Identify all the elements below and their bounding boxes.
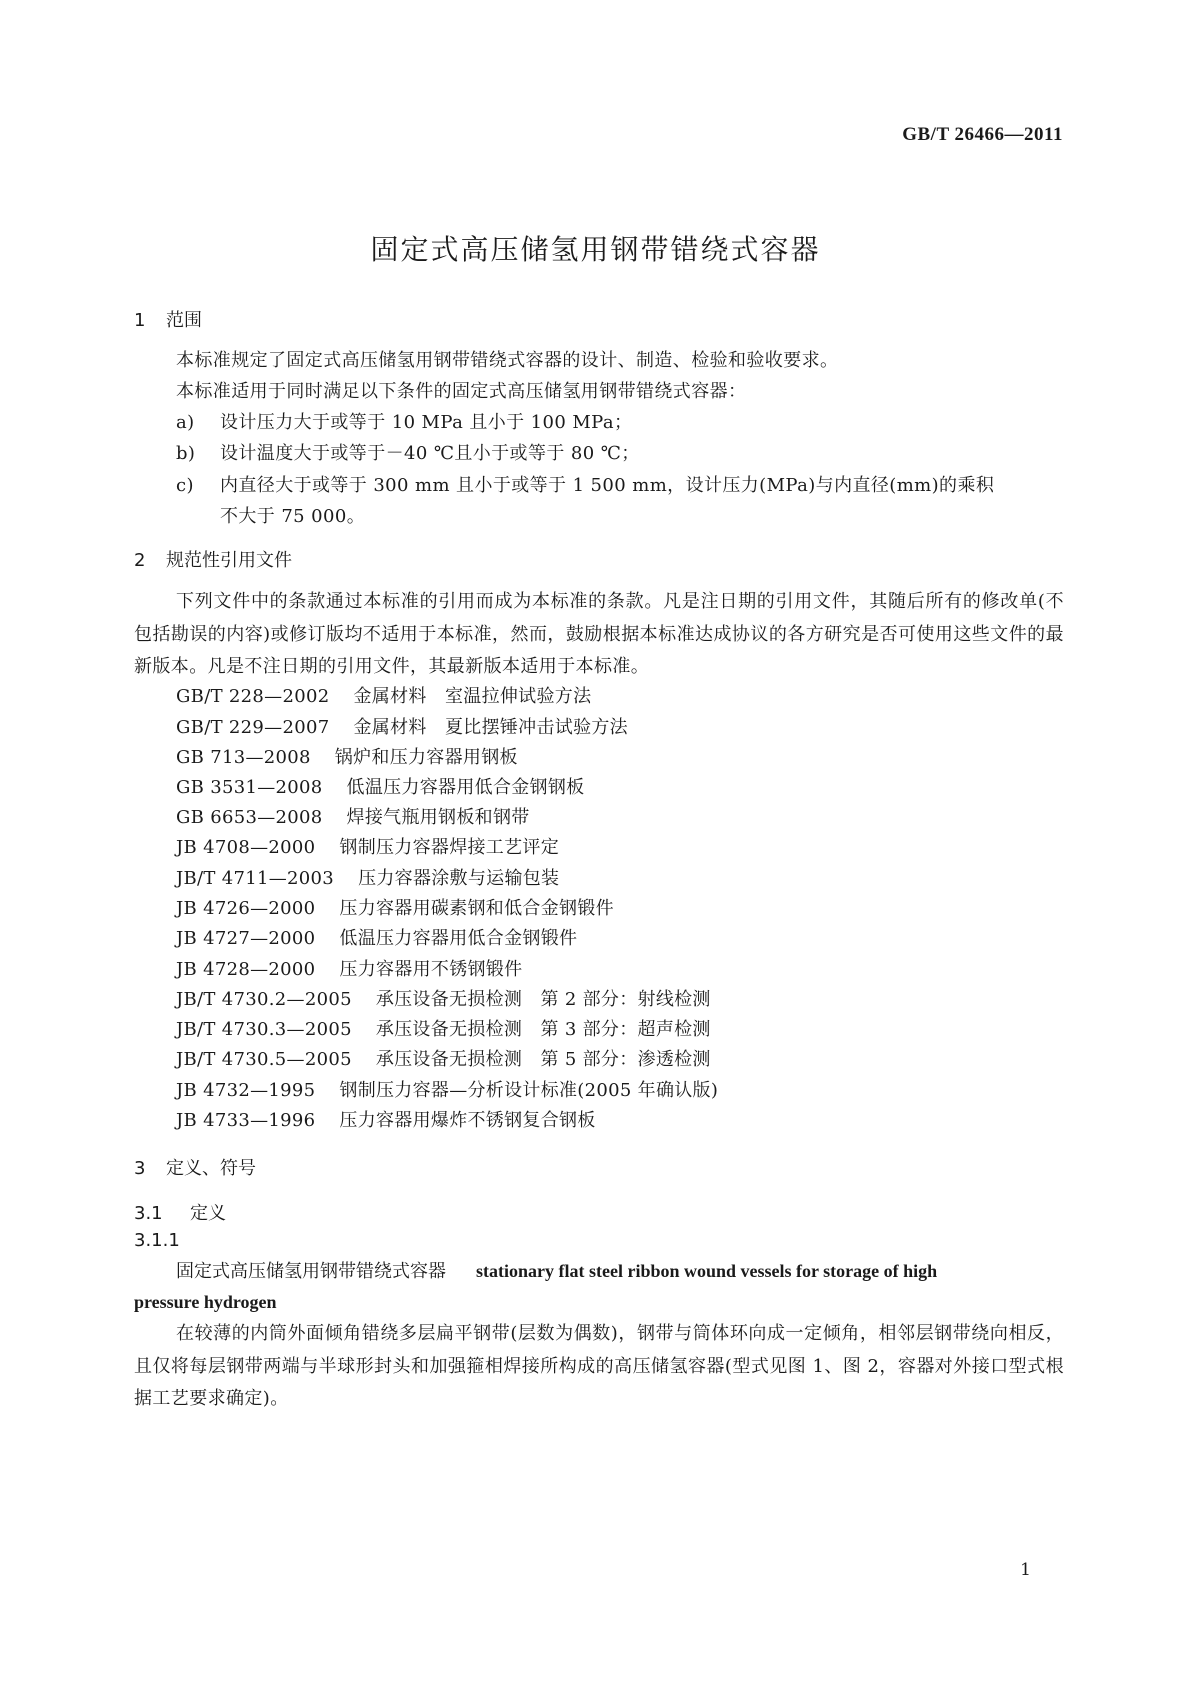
reference-code: JB 4708—2000 bbox=[176, 837, 316, 858]
reference-item bbox=[176, 924, 577, 950]
reference-item bbox=[176, 1045, 711, 1071]
reference-item bbox=[176, 1106, 596, 1132]
reference-item bbox=[176, 803, 530, 829]
reference-item bbox=[176, 985, 711, 1011]
reference-code: JB 4732—1995 bbox=[176, 1080, 316, 1101]
reference-title: 承压设备无损检测 第 2 部分：射线检测 bbox=[375, 989, 711, 1010]
reference-title: 低温压力容器用低合金钢锻件 bbox=[339, 928, 578, 949]
section-number: 3 bbox=[134, 1158, 146, 1179]
reference-title: 承压设备无损检测 第 3 部分：超声检测 bbox=[375, 1019, 711, 1040]
document-title: 固定式高压储氢用钢带错绕式容器 bbox=[370, 233, 821, 266]
section-title: 规范性引用文件 bbox=[166, 550, 292, 571]
item-text: 内直径大于或等于 300 mm 且小于或等于 1 500 mm，设计压力(MPa)与内直径(mm)的乘积 bbox=[220, 475, 995, 496]
reference-title: 低温压力容器用低合金钢钢板 bbox=[346, 777, 585, 798]
subsection-title: 定义 bbox=[190, 1203, 226, 1224]
term-definition: 在较薄的内筒外面倾角错绕多层扁平钢带(层数为偶数)，钢带与筒体环向成一定倾角，相邻层钢带绕向相反，且仅将每层钢带两端与半球形封头和加强箍相焊接所构成的高压储氢容器(型式见图 1、图 2，容器对外接口型式根据工艺要求确定)。 bbox=[134, 1323, 1064, 1409]
page-number: 1 bbox=[1020, 1560, 1031, 1580]
scope-item-c bbox=[176, 471, 994, 497]
section-number: 2 bbox=[134, 550, 146, 571]
standard-code: GB/T 26466—2011 bbox=[902, 124, 1063, 145]
subsection-number: 3.1 bbox=[134, 1203, 163, 1224]
reference-item bbox=[176, 773, 584, 799]
section-3-heading bbox=[134, 1154, 256, 1180]
item-label: a) bbox=[176, 412, 195, 433]
reference-title: 钢制压力容器焊接工艺评定 bbox=[339, 837, 559, 858]
scope-item-a bbox=[176, 408, 632, 434]
reference-title: 金属材料 夏比摆锤冲击试验方法 bbox=[353, 717, 628, 738]
section-2-heading bbox=[134, 546, 292, 572]
reference-title: 焊接气瓶用钢板和钢带 bbox=[346, 807, 530, 828]
reference-code: GB/T 228—2002 bbox=[176, 686, 330, 707]
term-chinese: 固定式高压储氢用钢带错绕式容器 bbox=[176, 1261, 446, 1282]
reference-code: JB/T 4730.2—2005 bbox=[176, 989, 352, 1010]
reference-code: GB 713—2008 bbox=[176, 747, 311, 768]
term-english-continued: pressure hydrogen bbox=[134, 1292, 277, 1312]
reference-code: JB 4728—2000 bbox=[176, 959, 316, 980]
item-text: 设计温度大于或等于－40 ℃且小于或等于 80 ℃； bbox=[220, 443, 640, 464]
reference-code: JB/T 4730.5—2005 bbox=[176, 1049, 352, 1070]
reference-title: 锅炉和压力容器用钢板 bbox=[334, 747, 518, 768]
section-1-heading bbox=[134, 306, 202, 332]
normative-intro-paragraph: 下列文件中的条款通过本标准的引用而成为本标准的条款。凡是注日期的引用文件，其随后所有的修改单(不包括勘误的内容)或修订版均不适用于本标准，然而，鼓励根据本标准达成协议的各方研究是否可使用这些文件的最新版本。凡是不注日期的引用文件，其最新版本适用于本标准。 bbox=[134, 591, 1064, 677]
reference-item bbox=[176, 1076, 718, 1102]
reference-title: 承压设备无损检测 第 5 部分：渗透检测 bbox=[375, 1049, 711, 1070]
item-label: b) bbox=[176, 443, 196, 464]
scope-item-c-continued: 不大于 75 000。 bbox=[220, 506, 366, 527]
reference-item bbox=[176, 713, 628, 739]
reference-title: 压力容器用爆炸不锈钢复合钢板 bbox=[339, 1110, 596, 1131]
reference-item bbox=[176, 864, 559, 890]
section-title: 范围 bbox=[166, 310, 202, 331]
reference-title: 压力容器用不锈钢锻件 bbox=[339, 959, 523, 980]
reference-code: JB/T 4711—2003 bbox=[176, 868, 335, 889]
term-entry bbox=[176, 1255, 1064, 1288]
reference-title: 钢制压力容器—分析设计标准(2005 年确认版) bbox=[339, 1080, 719, 1101]
item-text: 设计压力大于或等于 10 MPa 且小于 100 MPa； bbox=[220, 412, 633, 433]
term-english: stationary flat steel ribbon wound vessels for storage of high bbox=[476, 1261, 938, 1281]
scope-para-2: 本标准适用于同时满足以下条件的固定式高压储氢用钢带错绕式容器： bbox=[176, 381, 747, 402]
reference-code: JB/T 4730.3—2005 bbox=[176, 1019, 352, 1040]
term-number: 3.1.1 bbox=[134, 1230, 180, 1251]
reference-item bbox=[176, 743, 518, 769]
section-number: 1 bbox=[134, 310, 146, 331]
scope-para-1: 本标准规定了固定式高压储氢用钢带错绕式容器的设计、制造、检验和验收要求。 bbox=[176, 350, 839, 371]
section-title: 定义、符号 bbox=[166, 1158, 256, 1179]
reference-item bbox=[176, 1015, 711, 1041]
reference-code: JB 4726—2000 bbox=[176, 898, 316, 919]
scope-item-b bbox=[176, 439, 640, 465]
reference-code: JB 4733—1996 bbox=[176, 1110, 316, 1131]
reference-title: 压力容器用碳素钢和低合金钢锻件 bbox=[339, 898, 614, 919]
reference-item bbox=[176, 682, 591, 708]
subsection-3-1-heading bbox=[134, 1199, 226, 1225]
reference-code: GB/T 229—2007 bbox=[176, 717, 330, 738]
item-label: c) bbox=[176, 475, 194, 496]
reference-code: GB 6653—2008 bbox=[176, 807, 323, 828]
reference-code: JB 4727—2000 bbox=[176, 928, 316, 949]
reference-item bbox=[176, 833, 559, 859]
reference-title: 压力容器涂敷与运输包装 bbox=[358, 868, 560, 889]
reference-item bbox=[176, 955, 522, 981]
reference-code: GB 3531—2008 bbox=[176, 777, 323, 798]
reference-title: 金属材料 室温拉伸试验方法 bbox=[353, 686, 592, 707]
reference-item bbox=[176, 894, 614, 920]
